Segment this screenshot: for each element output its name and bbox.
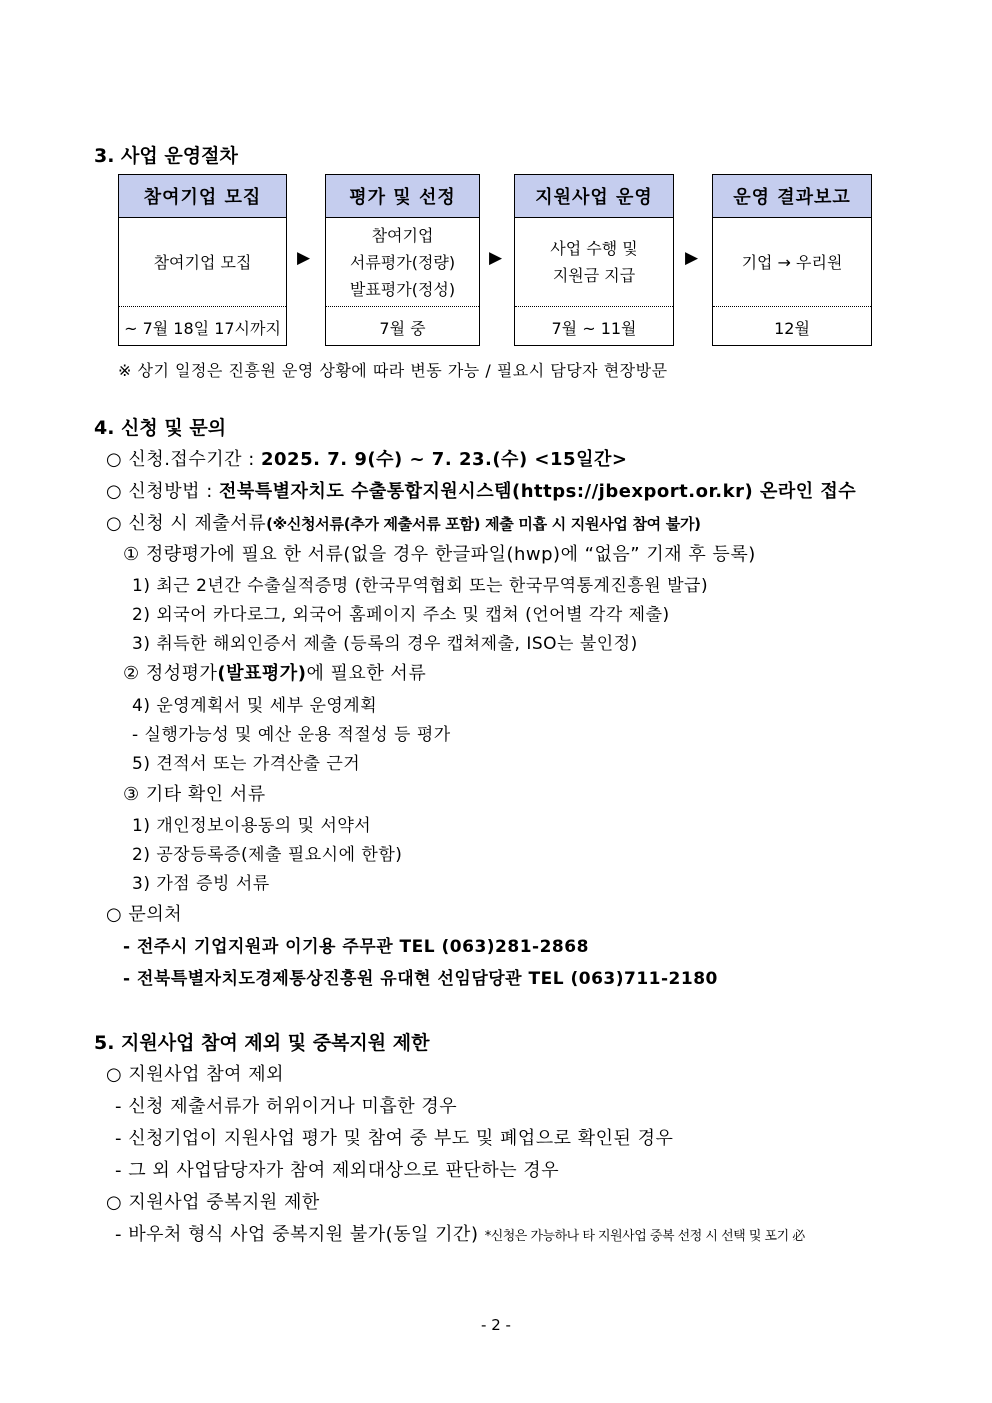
step-2-head: 평가 및 선정 [326, 175, 479, 218]
step-box-1 [118, 174, 287, 346]
step-2-body [326, 218, 479, 307]
docs-label: ○ 신청 시 제출서류 [106, 513, 267, 534]
step-box-2 [325, 174, 480, 346]
duplicate-item-note: *신청은 가능하나 타 지원사업 중복 선정 시 선택 및 포기 必 [484, 1229, 805, 1244]
method-line [106, 477, 856, 503]
group-1-title: ① 정량평가에 필요 한 서류(없을 경우 한글파일(hwp)에 “없음” 기재 후 등록) [123, 544, 756, 565]
section-5-title: 5. 지원사업 참여 제외 및 중복지원 제한 [94, 1032, 430, 1054]
group-1-item: 3) 취득한 해외인증서 제출 (등록의 경우 캡쳐제출, ISO는 불인정) [132, 634, 638, 654]
step-2-body-line: 서류평가(정량) [349, 252, 456, 272]
exclusion-label: ○ 지원사업 참여 제외 [106, 1064, 284, 1085]
group-1-item: 1) 최근 2년간 수출실적증명 (한국무역협회 또는 한국무역통계진흥원 발급) [132, 576, 709, 596]
method-value: 전북특별자치도 수출통합지원시스템(https://jbexport.or.kr) 온라인 접수 [219, 481, 857, 502]
step-1-foot: ~ 7월 18일 17시까지 [124, 318, 281, 338]
step-3-body-line: 사업 수행 및 [550, 239, 638, 258]
step-3-body-line: 지원금 지급 [552, 266, 636, 285]
docs-line [106, 509, 701, 535]
period-label: ○ 신청.접수기간 : [106, 449, 261, 470]
group-2-item: - 실행가능성 및 예산 운용 적절성 등 평가 [132, 725, 451, 745]
exclusion-item: - 신청기업이 지원사업 평가 및 참여 중 부도 및 폐업으로 확인된 경우 [115, 1128, 674, 1149]
group-1-item: 2) 외국어 카다로그, 외국어 홈페이지 주소 및 캡쳐 (언어별 각각 제출) [132, 605, 670, 625]
duplicate-item-text: - 바우처 형식 사업 중복지원 불가(동일 기간) [115, 1224, 485, 1245]
step-3-foot: 7월 ~ 11월 [551, 318, 637, 338]
step-3-head: 지원사업 운영 [515, 175, 673, 218]
step-4-head: 운영 결과보고 [713, 175, 871, 218]
group-2-item: 5) 견적서 또는 가격산출 근거 [132, 754, 361, 774]
group-3-item: 2) 공장등록증(제출 필요시에 한함) [132, 845, 403, 865]
step-2-foot: 7월 중 [379, 318, 426, 338]
contact-item: - 전주시 기업지원과 이기용 주무관 TEL (063)281-2868 [123, 937, 589, 957]
exclusion-item: - 신청 제출서류가 허위이거나 미흡한 경우 [115, 1096, 458, 1117]
contact-label: ○ 문의처 [106, 904, 183, 925]
period-line [106, 445, 627, 471]
step-2-body-line: 발표평가(정성) [349, 279, 456, 299]
page-number: - 2 - [481, 1316, 511, 1334]
duplicate-label: ○ 지원사업 중복지원 제한 [106, 1192, 320, 1213]
section-4-title: 4. 신청 및 문의 [94, 417, 227, 439]
group-3-item: 3) 가점 증빙 서류 [132, 874, 270, 894]
group-2-title [123, 659, 426, 685]
section-3-title: 3. 사업 운영절차 [94, 145, 238, 167]
step-4-body [713, 218, 871, 307]
step-box-4 [712, 174, 872, 346]
arrow-2: ▶ [489, 248, 503, 268]
arrow-3: ▶ [685, 248, 699, 268]
group-2-item: 4) 운영계획서 및 세부 운영계획 [132, 696, 378, 716]
arrow-1: ▶ [297, 248, 311, 268]
step-2-body-line: 참여기업 [371, 225, 434, 245]
contact-item: - 전북특별자치도경제통상진흥원 유대현 선임담당관 TEL (063)711-2180 [123, 969, 718, 989]
step-1-head: 참여기업 모집 [119, 175, 286, 218]
group-2-title-a: ② 정성평가 [123, 663, 218, 684]
group-2-title-c: 에 필요한 서류 [306, 663, 427, 684]
exclusion-item: - 그 외 사업담당자가 참여 제외대상으로 판단하는 경우 [115, 1160, 560, 1181]
step-3-body [515, 218, 673, 307]
duplicate-item [115, 1220, 805, 1246]
method-label: ○ 신청방법 : [106, 481, 219, 502]
group-2-title-b: (발표평가) [217, 663, 307, 684]
step-4-body-line: 기업 → 우리원 [741, 252, 843, 272]
step-1-body [119, 218, 286, 307]
schedule-note: ※ 상기 일정은 진흥원 운영 상황에 따라 변동 가능 / 필요시 담당자 현장방문 [118, 361, 668, 380]
step-1-body-line: 참여기업 모집 [153, 252, 252, 272]
docs-note: (※신청서류(추가 제출서류 포함) 제출 미흡 시 지원사업 참여 불가) [266, 515, 701, 533]
step-4-foot: 12월 [774, 318, 810, 338]
period-value: 2025. 7. 9(수) ~ 7. 23.(수) <15일간> [261, 449, 628, 470]
group-3-item: 1) 개인정보이용동의 및 서약서 [132, 816, 372, 836]
step-box-3 [514, 174, 674, 346]
group-3-title: ③ 기타 확인 서류 [123, 784, 266, 805]
